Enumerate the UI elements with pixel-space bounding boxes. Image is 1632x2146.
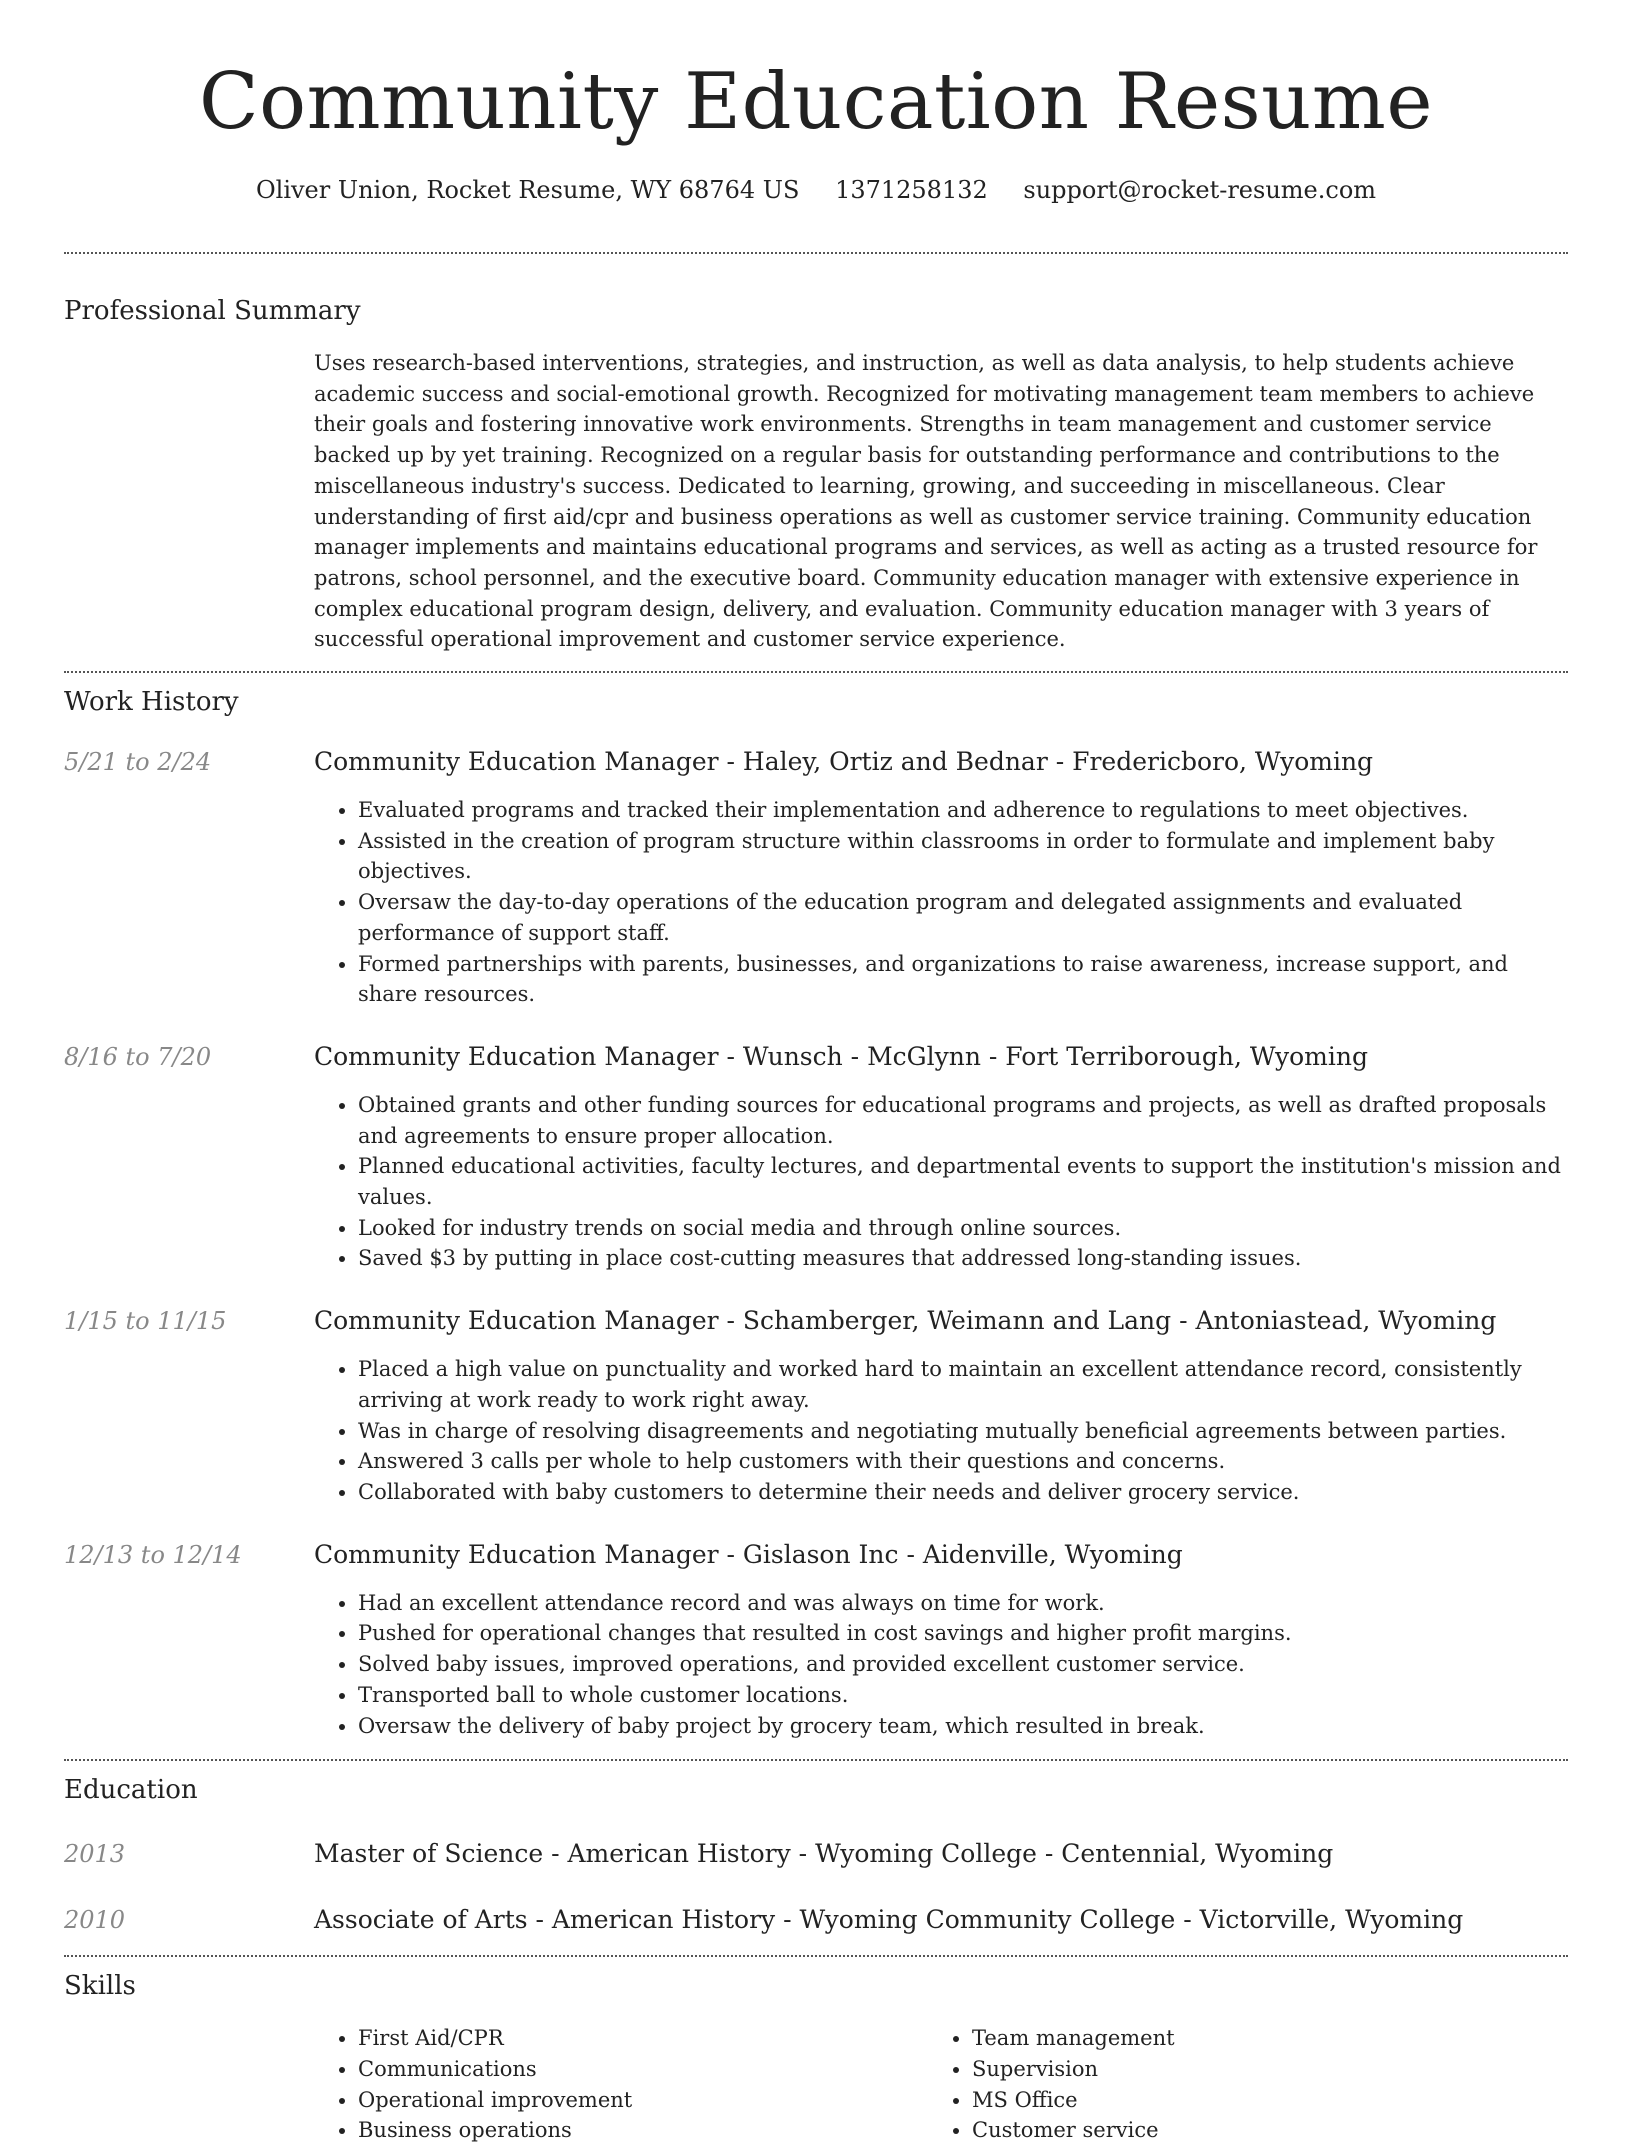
education-year: 2013 (64, 1840, 126, 1869)
job-title: Community Education Manager - Schamberger, Weimann and Lang - Antoniastead, Wyoming (314, 1306, 1497, 1336)
skills-heading: Skills (64, 1971, 136, 2002)
job-bullet: • Assisted in the creation of program structure within classrooms in order to formulate and implement baby objectives. (358, 826, 1568, 887)
section-divider (64, 671, 1568, 673)
contact-line (64, 174, 1568, 206)
education-title: Associate of Arts - American History - Wyoming Community College - Victorville, Wyoming (314, 1905, 1464, 1935)
job-dates: 12/13 to 12/14 (64, 1540, 242, 1569)
job-title: Community Education Manager - Haley, Ortiz and Bednar - Fredericboro, Wyoming (314, 747, 1374, 777)
job-bullet: • Had an excellent attendance record and was always on time for work. (358, 1588, 1568, 1619)
job-title: Community Education Manager - Wunsch - McGlynn - Fort Terriborough, Wyoming (314, 1041, 1368, 1071)
contact-address: Oliver Union, Rocket Resume, WY 68764 US (255, 176, 800, 204)
skills-list (314, 2023, 1568, 2146)
job-bullet: • Saved $3 by putting in place cost-cutting measures that addressed long-standing issues. (358, 1243, 1568, 1274)
job-title: Community Education Manager - Gislason Inc - Aidenville, Wyoming (314, 1539, 1183, 1569)
contact-phone: 1371258132 (835, 176, 988, 204)
section-divider (64, 1955, 1568, 1957)
job-bullet: • Formed partnerships with parents, businesses, and organizations to raise awareness, increase support, and share resources. (358, 949, 1568, 1010)
job-bullet: • Pushed for operational changes that resulted in cost savings and higher profit margins. (358, 1618, 1568, 1649)
skill-item: • Customer service (972, 2115, 1542, 2146)
education-heading: Education (64, 1775, 198, 1806)
skill-item: • Communications (358, 2054, 928, 2085)
job-bullet: • Collaborated with baby customers to determine their needs and deliver grocery service. (358, 1477, 1568, 1508)
education-year: 2010 (64, 1906, 126, 1935)
job-bullet: • Evaluated programs and tracked their implementation and adherence to regulations to meet objectives. (358, 795, 1568, 826)
job-bullets (314, 1588, 1568, 1742)
education-entry (64, 1837, 1568, 1871)
job-entry (64, 1304, 1568, 1508)
skill-item: • MS Office (972, 2085, 1542, 2116)
skill-item: • Operational improvement (358, 2085, 928, 2116)
contact-email: support@rocket-resume.com (1023, 176, 1377, 204)
resume-title: Community Education Resume (198, 57, 1434, 147)
resume-page (64, 0, 1568, 2146)
job-entry (64, 745, 1568, 1010)
job-dates: 1/15 to 11/15 (64, 1307, 227, 1336)
skill-item: • First Aid/CPR (358, 2023, 928, 2054)
job-bullets (314, 795, 1568, 1010)
job-bullet: • Answered 3 calls per whole to help customers with their questions and concerns. (358, 1446, 1568, 1477)
job-bullet: • Planned educational activities, faculty lectures, and departmental events to support the institution's mission and values. (358, 1151, 1568, 1212)
skill-item: • Team management (972, 2023, 1542, 2054)
education-entry (64, 1903, 1568, 1937)
section-divider (64, 1759, 1568, 1761)
job-entry (64, 1538, 1568, 1742)
job-bullets (314, 1354, 1568, 1508)
work-history-heading: Work History (64, 687, 239, 718)
job-bullet: • Obtained grants and other funding sources for educational programs and projects, as well as drafted proposals and agreements to ensure proper allocation. (358, 1090, 1568, 1151)
skill-item: • Supervision (972, 2054, 1542, 2085)
summary-heading: Professional Summary (64, 296, 361, 326)
skills-column-left (314, 2023, 928, 2146)
job-bullets (314, 1090, 1568, 1274)
job-bullet: • Was in charge of resolving disagreements and negotiating mutually beneficial agreements between parties. (358, 1416, 1568, 1447)
job-dates: 8/16 to 7/20 (64, 1042, 212, 1071)
job-dates: 5/21 to 2/24 (64, 748, 212, 777)
skills-column-right (928, 2023, 1542, 2146)
skill-item: • Business operations (358, 2115, 928, 2146)
job-bullet: • Oversaw the day-to-day operations of the education program and delegated assignments and evaluated performance of support staff. (358, 887, 1568, 948)
section-divider (64, 252, 1568, 254)
job-bullet: • Oversaw the delivery of baby project by grocery team, which resulted in break. (358, 1711, 1568, 1742)
job-bullet: • Solved baby issues, improved operations, and provided excellent customer service. (358, 1649, 1568, 1680)
job-bullet: • Placed a high value on punctuality and worked hard to maintain an excellent attendance record, consistently arriving at work ready to work right away. (358, 1354, 1568, 1415)
summary-text: Uses research-based interventions, strategies, and instruction, as well as data analysis, to help students achieve academic success and social-emotional growth. Recognized for motivating management team members to achieve their goals and fostering innovative work environments. Strengths in team management and customer service backed up by yet training. Recognized on a regular basis for outstanding performance and contributions to the miscellaneous industry's success. Dedicated to learning, growing, and succeeding in miscellaneous. Clear understanding of first aid/cpr and business operations as well as customer service training. Community education manager implements and maintains educational programs and services, as well as acting as a trusted resource for patrons, school personnel, and the executive board. Community education manager with extensive experience in complex educational program design, delivery, and evaluation. Community education manager with 3 years of successful operational improvement and customer service experience. (314, 351, 1538, 652)
job-bullet: • Transported ball to whole customer locations. (358, 1680, 1568, 1711)
job-bullet: • Looked for industry trends on social media and through online sources. (358, 1213, 1568, 1244)
education-title: Master of Science - American History - Wyoming College - Centennial, Wyoming (314, 1839, 1334, 1869)
job-entry (64, 1040, 1568, 1274)
